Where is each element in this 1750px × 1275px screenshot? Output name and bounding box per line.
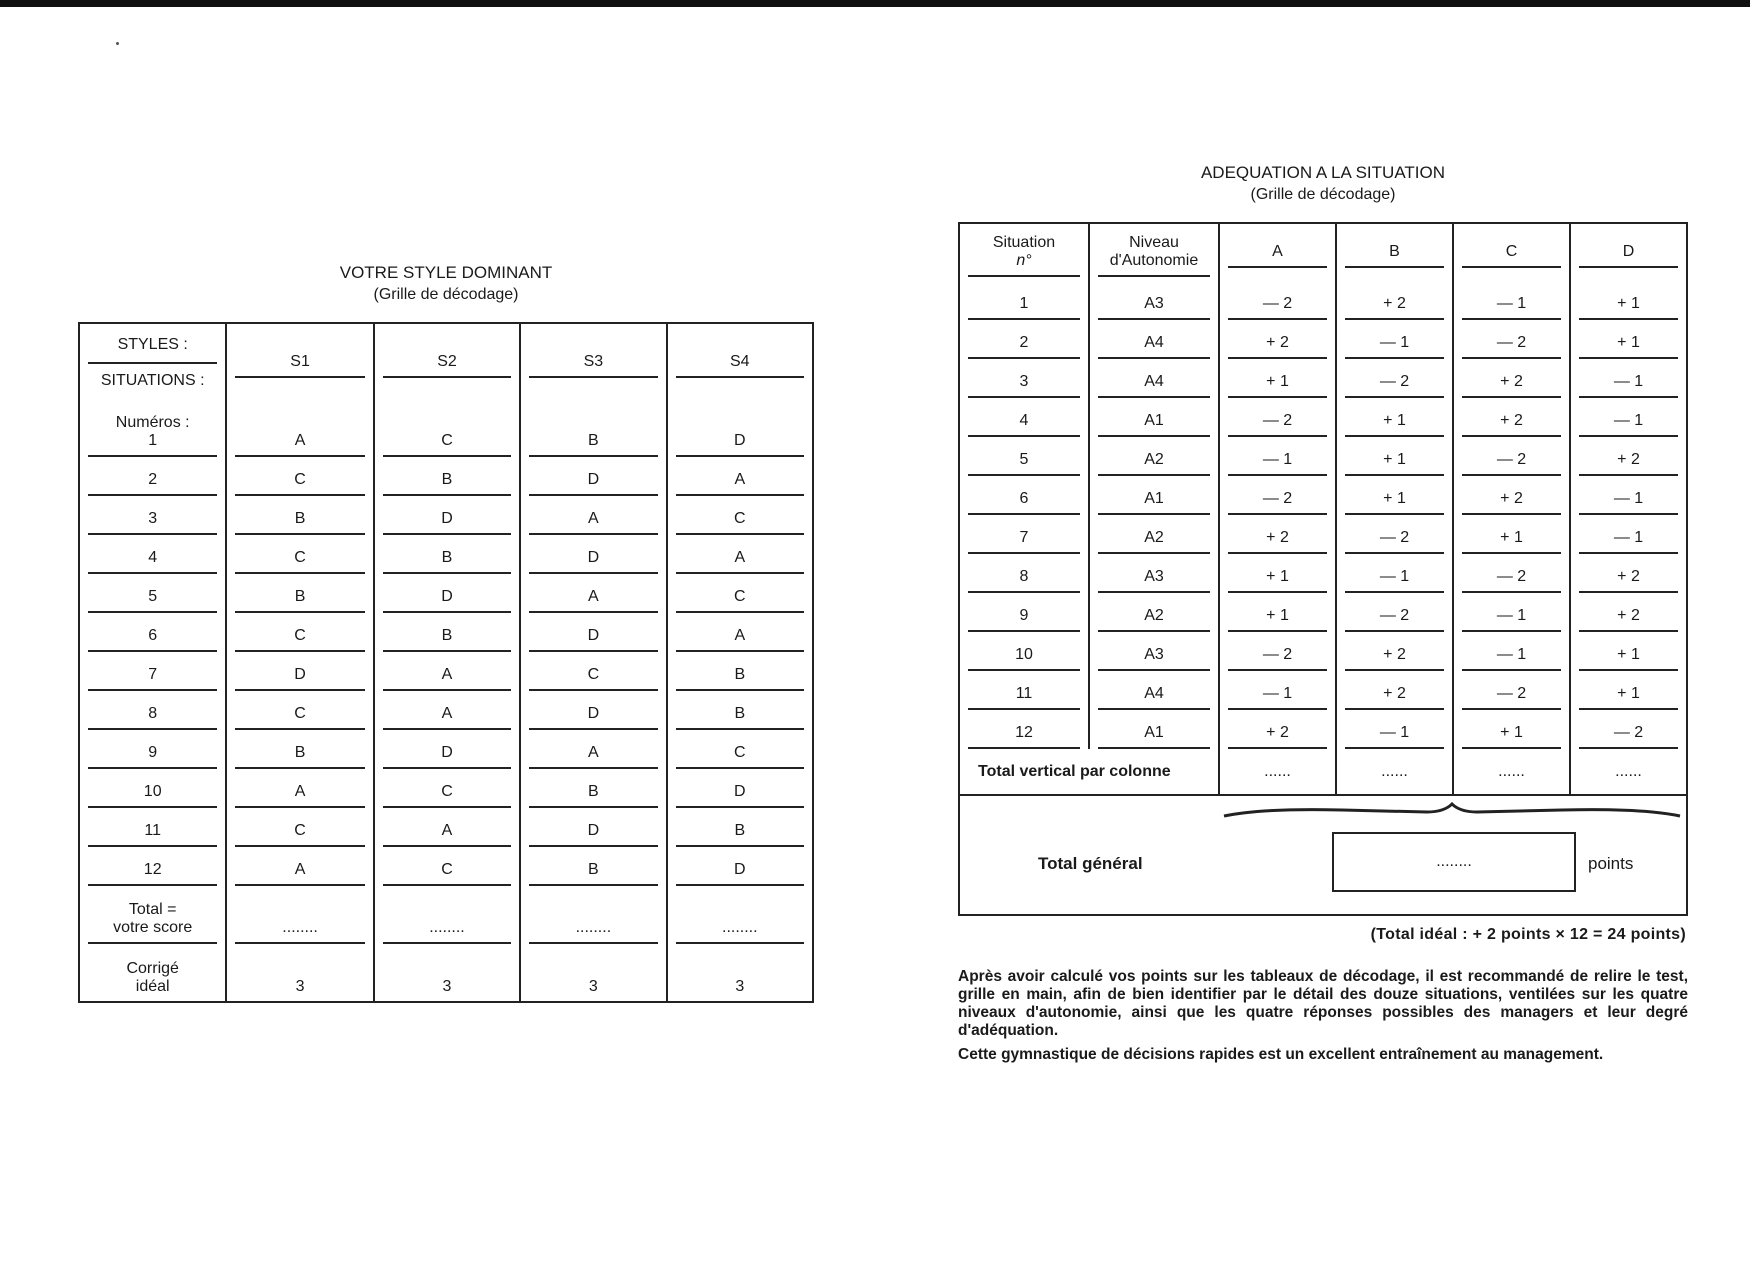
col-header: S1	[226, 323, 373, 401]
niveau-cell: A3	[1098, 289, 1210, 320]
table-cell: + 2	[1228, 523, 1327, 554]
row-number: 7	[968, 523, 1080, 554]
table-row	[959, 632, 1687, 671]
table-cell: — 2	[1345, 523, 1444, 554]
table-row	[79, 574, 813, 613]
style-dominant-section	[78, 262, 814, 1003]
niveau-cell: A4	[1098, 367, 1210, 398]
top-border	[0, 0, 1750, 7]
table-cell: C	[235, 621, 364, 652]
table-cell: — 1	[1579, 523, 1678, 554]
table-cell: C	[676, 504, 804, 535]
table-row	[959, 398, 1687, 437]
table-cell: B	[235, 582, 364, 613]
table-cell: A	[676, 543, 804, 574]
niveau-cell: A2	[1098, 523, 1210, 554]
table-cell: C	[529, 660, 657, 691]
row-number: 1	[968, 289, 1080, 320]
table-cell: C	[383, 777, 511, 808]
table-cell: C	[676, 738, 804, 769]
table-cell: A	[383, 660, 511, 691]
row-number: 10	[88, 777, 217, 808]
instructions-paragraph: Après avoir calculé vos points sur les tableaux de décodage, il est recommandé de relire le test, grille en main, afin de bien identifier par le détail des douze situations, ventilées sur les quatre niveaux d'autonomie, ainsi que les quatre réponses possibles des managers et leur degré d'adéquation.	[958, 968, 1688, 1039]
table-cell: B	[383, 543, 511, 574]
table-cell: D	[676, 855, 804, 886]
table-cell: — 2	[1345, 601, 1444, 632]
niveau-cell: A4	[1098, 328, 1210, 359]
row-number: 1	[148, 432, 158, 449]
table-cell: — 2	[1462, 679, 1561, 710]
table-cell: — 2	[1228, 406, 1327, 437]
table-cell: — 1	[1462, 289, 1561, 320]
row-number: 3	[968, 367, 1080, 398]
col-header: S3	[520, 323, 666, 401]
styles-situations-header	[79, 323, 226, 401]
column-total-blank: ......	[1498, 763, 1525, 780]
table-cell: + 2	[1345, 640, 1444, 671]
table-cell: — 2	[1228, 640, 1327, 671]
table-row	[79, 652, 813, 691]
table-row	[959, 281, 1687, 320]
row-number: 3	[88, 504, 217, 535]
table-cell: D	[383, 504, 511, 535]
numeros-label: Numéros :	[115, 414, 190, 431]
table-row	[959, 515, 1687, 554]
table-cell: + 1	[1345, 484, 1444, 515]
corrige-row	[79, 944, 813, 1002]
column-total-blank: ......	[1381, 763, 1408, 780]
table-cell: — 2	[1228, 289, 1327, 320]
table-cell: — 1	[1579, 406, 1678, 437]
table-cell: + 1	[1579, 328, 1678, 359]
table-cell: + 2	[1462, 367, 1561, 398]
table-cell: + 2	[1228, 718, 1327, 749]
table-row	[79, 613, 813, 652]
table-row	[79, 401, 813, 457]
corrige-value: 3	[295, 978, 305, 995]
table-cell: — 1	[1345, 328, 1444, 359]
table-row	[959, 671, 1687, 710]
table-cell: + 2	[1228, 328, 1327, 359]
niveau-cell: A2	[1098, 601, 1210, 632]
corrige-label: idéal	[135, 978, 170, 995]
instructions-paragraph: Cette gymnastique de décisions rapides est un excellent entraînement au management.	[958, 1046, 1604, 1063]
table-cell: D	[529, 621, 657, 652]
table-cell: — 2	[1579, 718, 1678, 749]
adequation-header-row	[959, 223, 1687, 281]
row-number: 11	[968, 679, 1080, 710]
corrige-value: 3	[735, 978, 745, 995]
row-number: 10	[968, 640, 1080, 671]
niveau-cell: A2	[1098, 445, 1210, 476]
total-general-label: Total général	[1038, 854, 1143, 873]
score-blank: ........	[235, 913, 364, 944]
table-row	[79, 808, 813, 847]
row-number: 7	[88, 660, 217, 691]
score-blank: ........	[676, 913, 804, 944]
table-cell: A	[383, 699, 511, 730]
table-cell: B	[383, 621, 511, 652]
table-cell: C	[676, 582, 804, 613]
style-table-subtitle: (Grille de décodage)	[373, 286, 519, 303]
row-number: 4	[88, 543, 217, 574]
table-row	[79, 496, 813, 535]
niveau-header: Niveau	[1129, 234, 1179, 251]
table-cell: D	[235, 660, 364, 691]
table-cell: + 1	[1228, 601, 1327, 632]
niveau-cell: A4	[1098, 679, 1210, 710]
table-cell: — 1	[1462, 640, 1561, 671]
style-table	[78, 322, 814, 1003]
column-total-blank: ......	[1615, 763, 1642, 780]
row-number: 12	[968, 718, 1080, 749]
col-header: B	[1345, 237, 1444, 268]
table-row	[79, 691, 813, 730]
table-row	[959, 554, 1687, 593]
table-row	[959, 437, 1687, 476]
table-cell: A	[529, 504, 657, 535]
table-cell: C	[383, 426, 511, 457]
table-cell: + 2	[1345, 679, 1444, 710]
table-cell: C	[235, 543, 364, 574]
table-cell: B	[676, 660, 804, 691]
total-score-row	[79, 886, 813, 944]
table-row	[959, 476, 1687, 515]
table-cell: B	[529, 855, 657, 886]
table-cell: C	[235, 465, 364, 496]
table-cell: — 2	[1228, 484, 1327, 515]
table-cell: — 2	[1345, 367, 1444, 398]
col-header: S4	[667, 323, 813, 401]
table-cell: + 2	[1579, 562, 1678, 593]
table-cell: A	[529, 738, 657, 769]
table-cell: — 1	[1345, 718, 1444, 749]
total-general-panel	[958, 796, 1688, 916]
score-blank: ........	[529, 913, 657, 944]
table-cell: + 1	[1345, 406, 1444, 437]
scan-speck	[116, 42, 119, 45]
row-number: 8	[88, 699, 217, 730]
situations-label: SITUATIONS :	[100, 371, 205, 389]
table-cell: + 1	[1462, 718, 1561, 749]
col-header: D	[1579, 237, 1678, 268]
table-cell: + 1	[1345, 445, 1444, 476]
table-cell: — 1	[1345, 562, 1444, 593]
total-general-unit: points	[1588, 854, 1634, 873]
instructions-text	[958, 968, 1688, 1064]
table-cell: + 1	[1579, 679, 1678, 710]
row-number: 9	[88, 738, 217, 769]
col-header: S2	[374, 323, 520, 401]
niveau-cell: A1	[1098, 718, 1210, 749]
total-vertical-row	[959, 749, 1687, 795]
table-cell: — 1	[1228, 445, 1327, 476]
table-row	[959, 359, 1687, 398]
table-row	[79, 769, 813, 808]
column-total-blank: ......	[1264, 763, 1291, 780]
style-table-title: VOTRE STYLE DOMINANT	[339, 263, 553, 282]
table-cell: D	[529, 699, 657, 730]
row-number: 8	[968, 562, 1080, 593]
table-cell: A	[235, 777, 364, 808]
style-header-row	[79, 323, 813, 401]
table-cell: D	[676, 426, 804, 457]
table-cell: B	[235, 504, 364, 535]
table-cell: D	[529, 816, 657, 847]
table-cell: — 1	[1228, 679, 1327, 710]
table-cell: + 2	[1462, 484, 1561, 515]
adequation-table	[958, 222, 1688, 796]
table-cell: B	[383, 465, 511, 496]
corrige-value: 3	[442, 978, 452, 995]
total-vertical-label: Total vertical par colonne	[978, 763, 1171, 780]
table-cell: B	[529, 426, 657, 457]
row-number: 2	[968, 328, 1080, 359]
adequation-table-title: ADEQUATION A LA SITUATION	[1200, 163, 1446, 182]
adequation-section	[958, 162, 1688, 1070]
score-blank: ........	[383, 913, 511, 944]
table-cell: + 1	[1579, 289, 1678, 320]
ideal-total-note: (Total idéal : + 2 points × 12 = 24 points)	[1370, 926, 1686, 943]
table-cell: D	[383, 738, 511, 769]
niveau-cell: A1	[1098, 484, 1210, 515]
table-cell: + 2	[1345, 289, 1444, 320]
table-cell: A	[235, 426, 364, 457]
niveau-cell: A3	[1098, 640, 1210, 671]
table-cell: — 2	[1462, 445, 1561, 476]
table-cell: — 2	[1462, 562, 1561, 593]
table-cell: A	[383, 816, 511, 847]
niveau-cell: A3	[1098, 562, 1210, 593]
brace-icon	[1222, 802, 1682, 824]
table-cell: — 1	[1579, 367, 1678, 398]
row-number: 4	[968, 406, 1080, 437]
table-row	[79, 535, 813, 574]
table-cell: + 1	[1228, 562, 1327, 593]
row-number: 11	[88, 816, 217, 847]
col-header: A	[1228, 237, 1327, 268]
row-number: 12	[88, 855, 217, 886]
row-number: 9	[968, 601, 1080, 632]
table-row	[959, 710, 1687, 749]
corrige-value: 3	[588, 978, 598, 995]
row-number: 2	[88, 465, 217, 496]
table-cell: — 1	[1462, 601, 1561, 632]
niveau-cell: A1	[1098, 406, 1210, 437]
table-cell: D	[383, 582, 511, 613]
table-cell: C	[383, 855, 511, 886]
table-cell: — 2	[1462, 328, 1561, 359]
table-cell: C	[235, 816, 364, 847]
table-cell: A	[676, 465, 804, 496]
table-cell: + 1	[1462, 523, 1561, 554]
table-cell: + 2	[1462, 406, 1561, 437]
table-cell: + 1	[1579, 640, 1678, 671]
row-number: 5	[88, 582, 217, 613]
table-cell: D	[529, 465, 657, 496]
col-header: C	[1462, 237, 1561, 268]
table-cell: B	[676, 816, 804, 847]
table-cell: B	[235, 738, 364, 769]
table-cell: + 1	[1228, 367, 1327, 398]
table-cell: + 2	[1579, 601, 1678, 632]
table-cell: — 1	[1579, 484, 1678, 515]
table-cell: B	[529, 777, 657, 808]
table-cell: A	[529, 582, 657, 613]
table-cell: A	[676, 621, 804, 652]
styles-label: STYLES :	[88, 328, 217, 364]
situation-header: n°	[1016, 252, 1032, 269]
table-cell: B	[676, 699, 804, 730]
situation-header: Situation	[992, 234, 1056, 251]
table-row	[959, 320, 1687, 359]
total-general-box: ........	[1332, 832, 1576, 892]
niveau-header: d'Autonomie	[1109, 252, 1199, 269]
corrige-label: Corrigé	[126, 960, 179, 977]
adequation-table-subtitle: (Grille de décodage)	[1250, 186, 1396, 203]
total-label: Total =	[128, 901, 177, 918]
table-cell: C	[235, 699, 364, 730]
row-number: 6	[968, 484, 1080, 515]
table-cell: D	[676, 777, 804, 808]
total-label: votre score	[113, 919, 193, 936]
table-cell: A	[235, 855, 364, 886]
table-row	[79, 457, 813, 496]
table-row	[79, 730, 813, 769]
table-cell: + 2	[1579, 445, 1678, 476]
row-number: 6	[88, 621, 217, 652]
table-cell: D	[529, 543, 657, 574]
table-row	[79, 847, 813, 886]
table-row	[959, 593, 1687, 632]
row-number: 5	[968, 445, 1080, 476]
